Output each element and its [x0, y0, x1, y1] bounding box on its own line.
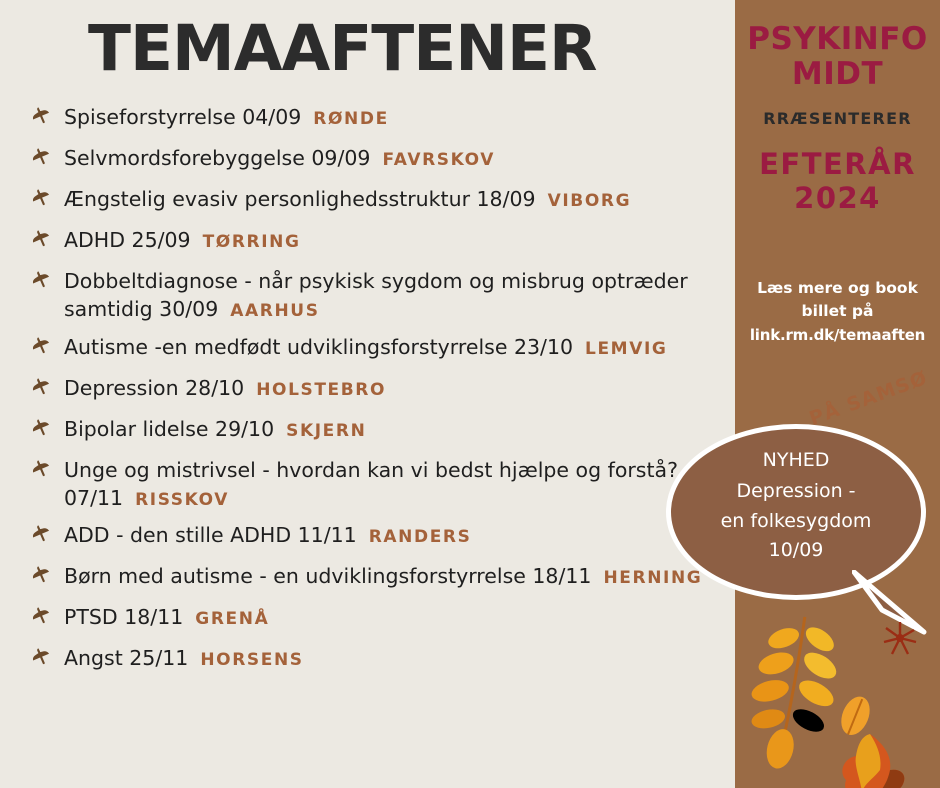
event-item[interactable]: [22, 185, 742, 217]
event-title: Ængstelig evasiv personlighedsstruktur 18/09: [64, 187, 536, 211]
event-item[interactable]: [22, 333, 742, 365]
event-city: FAVRSKOV: [382, 150, 495, 170]
pin-icon: [28, 228, 54, 254]
presents-label: RRÆSENTERER: [763, 109, 912, 129]
pin-icon: [28, 605, 54, 631]
pin-icon: [28, 105, 54, 131]
event-item-content: [64, 185, 742, 213]
event-title: Børn med autisme - en udviklingsforstyrrelse 18/11: [64, 564, 592, 589]
event-city: HERNING: [603, 568, 703, 589]
news-line1: Depression -: [736, 480, 856, 503]
event-title: Angst 25/11: [64, 646, 189, 671]
event-title: Spiseforstyrrelse 04/09: [64, 105, 302, 129]
event-item[interactable]: [22, 103, 742, 135]
booking-line1: Læs mere og book: [757, 279, 918, 298]
brand-name-line2: MIDT: [791, 55, 884, 92]
event-item[interactable]: [22, 415, 742, 447]
news-bubble: [666, 366, 934, 634]
event-item[interactable]: [22, 374, 742, 406]
event-item-content: [64, 226, 742, 254]
pin-icon: [28, 187, 54, 213]
event-city: RØNDE: [313, 109, 389, 129]
pin-icon: [28, 335, 54, 361]
event-item-content: [64, 267, 742, 324]
event-city: SKJERN: [286, 420, 367, 441]
event-item-content: [64, 644, 742, 672]
season-line1: EFTERÅR: [759, 147, 916, 182]
pin-icon: [28, 146, 54, 172]
booking-line2: billet på: [801, 301, 874, 320]
event-item[interactable]: [22, 521, 742, 553]
event-city: GRENÅ: [195, 609, 270, 630]
event-item[interactable]: [22, 456, 742, 513]
pin-icon: [28, 269, 54, 295]
event-item-content: [64, 603, 742, 631]
event-list: [22, 103, 742, 685]
event-item[interactable]: [22, 144, 742, 176]
brand-name-line1: PSYKINFO: [747, 21, 928, 57]
event-item-content: [64, 103, 742, 131]
event-title: Unge og mistrivsel - hvordan kan vi bedst hjælpe og forstå? 07/11: [64, 457, 678, 511]
pin-icon: [28, 417, 54, 443]
event-city: VIBORG: [547, 191, 632, 211]
news-bubble-text: [666, 446, 926, 566]
event-title: PTSD 18/11: [64, 605, 184, 630]
event-city: TØRRING: [202, 232, 301, 252]
pin-icon: [28, 564, 54, 590]
pin-icon: [28, 376, 54, 402]
event-city: RISSKOV: [135, 490, 229, 511]
event-item-content: [64, 562, 742, 590]
event-city: HOLSTEBRO: [256, 379, 387, 400]
news-line2: en folkesygdom: [720, 509, 872, 532]
sidebar-content: [735, 0, 940, 347]
event-title: ADD - den stille ADHD 11/11: [64, 523, 357, 548]
event-city: LEMVIG: [585, 338, 668, 359]
event-title: Dobbeltdiagnose - når psykisk sygdom og misbrug optræder samtidig 30/09: [64, 269, 688, 322]
event-city: HORSENS: [200, 650, 304, 671]
event-item[interactable]: [22, 644, 742, 676]
booking-link[interactable]: link.rm.dk/temaaften: [749, 326, 926, 345]
event-title: Selvmordsforebyggelse 09/09: [64, 146, 371, 170]
pin-icon: [28, 523, 54, 549]
news-line3: 10/09: [768, 539, 824, 562]
news-badge-label: NYHED: [762, 449, 830, 471]
event-item[interactable]: [22, 562, 742, 594]
event-city: AARHUS: [230, 301, 320, 322]
event-item-content: [64, 415, 742, 443]
season-line2: 2024: [794, 180, 881, 215]
event-city: RANDERS: [368, 527, 472, 548]
event-title: ADHD 25/09: [64, 228, 191, 252]
event-title: Bipolar lidelse 29/10: [64, 416, 275, 441]
event-item[interactable]: [22, 267, 742, 324]
event-item[interactable]: [22, 603, 742, 635]
page-title: TEMAAFTENER: [88, 12, 597, 85]
pin-icon: [28, 646, 54, 672]
samso-badge: PÅ SAMSØ: [806, 366, 931, 430]
event-title: Autisme -en medfødt udviklingsforstyrrelse 23/10: [64, 334, 574, 359]
event-item-content: [64, 144, 742, 172]
event-title: Depression 28/10: [64, 375, 245, 400]
event-item-content: [64, 456, 742, 513]
event-item-content: [64, 374, 742, 402]
pin-icon: [28, 458, 54, 484]
booking-info: [735, 277, 940, 347]
event-item[interactable]: [22, 226, 742, 258]
event-item-content: [64, 333, 742, 361]
event-item-content: [64, 521, 742, 549]
